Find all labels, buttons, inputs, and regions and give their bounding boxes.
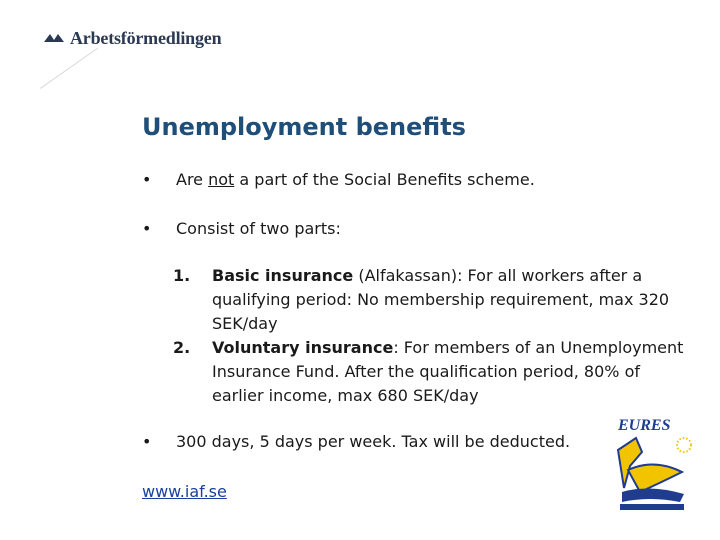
slide-title: Unemployment benefits (142, 113, 466, 141)
bullet-text: Are not a part of the Social Benefits scheme. (176, 170, 535, 189)
bullet-text: Consist of two parts: (176, 219, 341, 238)
bullet-marker: • (142, 170, 152, 189)
bullet-text: 300 days, 5 days per week. Tax will be deducted. (176, 432, 571, 451)
svg-text:EURES: EURES (618, 417, 671, 434)
bullet-marker: • (142, 219, 152, 238)
crown-logo-icon (42, 30, 66, 46)
parts-list (173, 264, 693, 408)
arbetsformedlingen-logo (42, 26, 221, 50)
part-item: 1. Basic insurance (Alfakassan): For all workers after a qualifying period: No membership requirement, max 320 SEK/day (173, 266, 670, 333)
decorative-line (40, 48, 98, 89)
eures-logo-icon (610, 412, 694, 512)
part-item: 2. Voluntary insurance: For members of an Unemployment Insurance Fund. After the qualification period, 80% of earlier income, max 680 SEK/day (173, 338, 684, 405)
logo-text: Arbetsförmedlingen (70, 27, 222, 48)
bullet-marker: • (142, 432, 152, 451)
iaf-link[interactable]: www.iaf.se (142, 482, 227, 501)
